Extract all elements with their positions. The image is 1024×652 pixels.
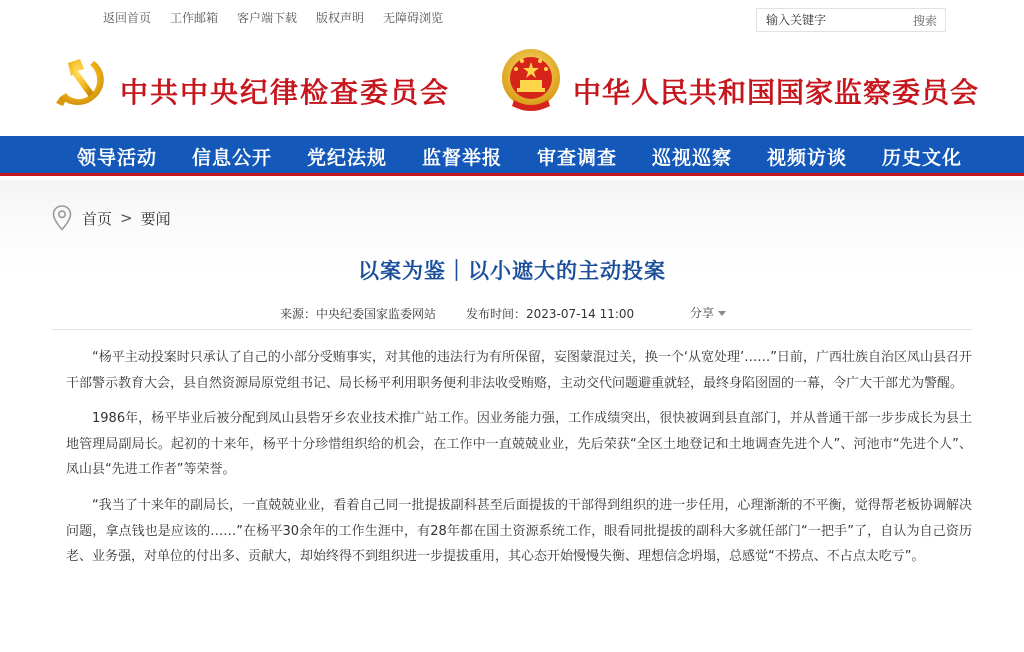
top-utility-bar <box>0 0 1024 36</box>
article-source: 来源：中央纪委国家监委网站 <box>280 307 437 321</box>
nav-item-investigation[interactable]: 审查调查 <box>537 147 618 169</box>
nav-item-inspection[interactable]: 巡视巡察 <box>652 147 733 169</box>
nav-item-video[interactable]: 视频访谈 <box>767 147 848 169</box>
article-paragraph: 1986年，杨平毕业后被分配到凤山县砦牙乡农业技术推广站工作。因业务能力强，工作成绩突出，很快被调到县直部门，并从普通干部一步步成长为县土地管理局副局长。起初的十来年，杨平十分珍惜组织给的机会，在工作中一直兢兢业业，先后荣获“全区土地登记和土地调查先进个人”、河池市“先进个人”、凤山县“先进工作者”等荣誉。 <box>66 411 972 478</box>
nav-item-history[interactable]: 历史文化 <box>882 147 963 169</box>
caret-down-icon <box>718 311 726 316</box>
nav-item-leadership[interactable]: 领导活动 <box>77 147 158 169</box>
meta-divider <box>52 329 972 330</box>
article-paragraph: “杨平主动投案时只承认了自己的小部分受贿事实，对其他的违法行为有所保留，妄图蒙混过关，换一个‘从宽处理’……”日前，广西壮族自治区凤山县召开干部警示教育大会，县自然资源局原党组书记、局长杨平利用职务便利非法收受贿赂，主动交代问题避重就轻，最终身陷囹圄的一幕，令广大干部尤为警醒。 <box>66 350 972 391</box>
masthead <box>0 40 1024 136</box>
article-paragraph: “我当了十来年的副局长，一直兢兢业业，看着自己同一批提拔副科甚至后面提拔的干部得到组织的进一步任用，心理渐渐的不平衡，觉得帮老板协调解决问题，拿点钱也是应该的……”在杨平30余年的工作生涯中，有28年都在国土资源系统工作，眼看同批提拔的副科大多就任部门“一把手”了，自认为自己资历老、业务强，对单位的付出多、贡献大，却始终得不到组织进一步提拔重用，其心态开始慢慢失衡、理想信念坍塌，总感觉“不捞点、不占点太吃亏”。 <box>66 497 972 565</box>
share-label: 分享 <box>690 306 715 320</box>
article-body <box>66 345 972 580</box>
nav-item-info-disclosure[interactable]: 信息公开 <box>192 147 273 169</box>
national-emblem-icon <box>500 48 562 114</box>
top-link-mail[interactable]: 工作邮箱 <box>170 11 219 25</box>
top-link-home[interactable]: 返回首页 <box>103 11 152 25</box>
search-button[interactable]: 搜索 <box>912 13 937 28</box>
content-area <box>0 180 1024 652</box>
breadcrumb-home[interactable]: 首页 <box>82 209 113 228</box>
cpc-commission-title: 中共中央纪律检查委员会 <box>120 76 451 109</box>
breadcrumb-separator: > <box>120 209 133 227</box>
top-link-client-download[interactable]: 客户端下载 <box>237 11 298 25</box>
article-title: 以案为鉴｜以小遮大的主动投案 <box>358 259 666 283</box>
state-commission-title: 中华人民共和国国家监察委员会 <box>573 76 980 109</box>
breadcrumb <box>52 205 171 231</box>
main-nav <box>0 136 1024 176</box>
nav-item-regulations[interactable]: 党纪法规 <box>307 147 388 169</box>
search-input[interactable] <box>757 13 897 27</box>
top-links <box>103 9 462 26</box>
article-meta <box>280 305 634 322</box>
location-pin-icon <box>52 205 72 231</box>
breadcrumb-current[interactable]: 要闻 <box>140 209 171 228</box>
search-box <box>756 8 946 32</box>
article-published-time: 发布时间：2023-07-14 11:00 <box>466 307 635 321</box>
share-dropdown[interactable] <box>690 304 726 321</box>
top-link-copyright[interactable]: 版权声明 <box>316 11 365 25</box>
top-link-accessibility[interactable]: 无障碍浏览 <box>383 11 444 25</box>
party-emblem-icon <box>54 53 110 109</box>
nav-item-report[interactable]: 监督举报 <box>422 147 503 169</box>
